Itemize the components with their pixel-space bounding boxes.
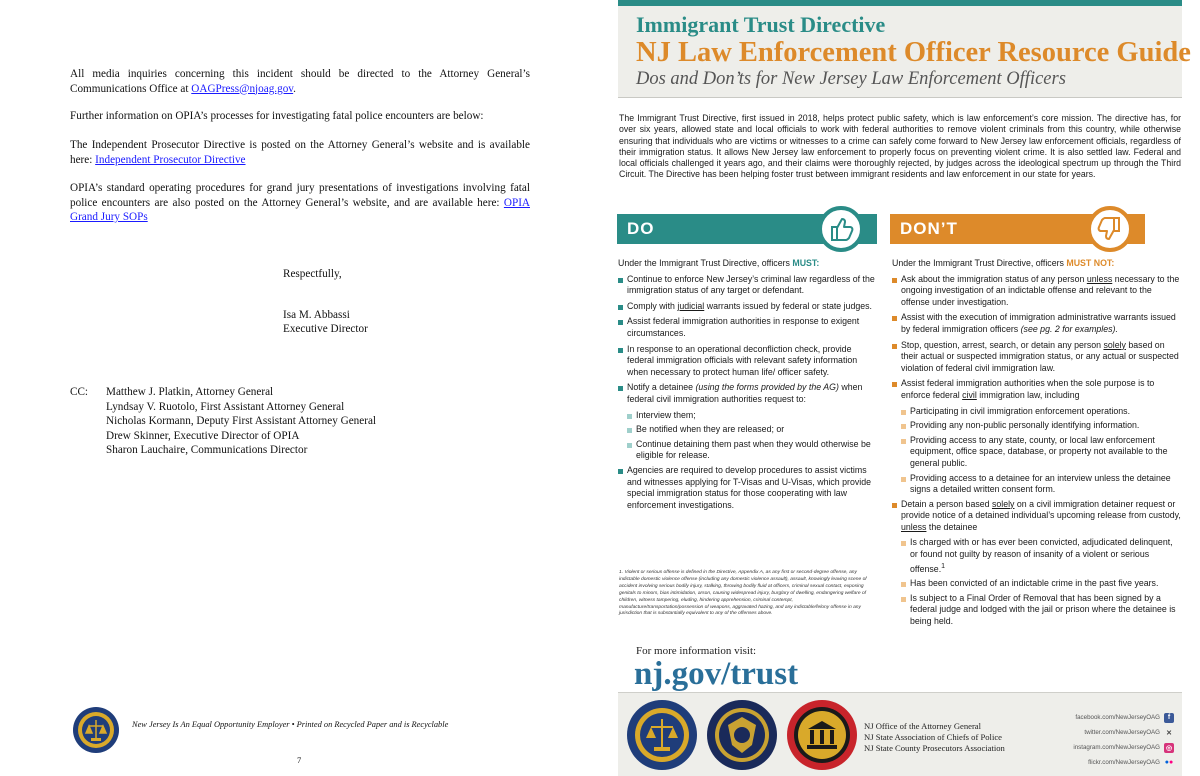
dont-item-emphasis: unless: [1086, 273, 1113, 284]
dont-item-emphasis: solely: [991, 498, 1015, 509]
do-item-text: warrants issued by federal or state judges.: [704, 300, 872, 311]
sop-text: OPIA’s standard operating procedures for grand jury presentations of investigations involving fatal police encounters are also posted on the Attorney General’s website, and are available here:: [70, 182, 530, 209]
dont-subitem: Providing access to a detainee for an interview unless the detainee signs a detailed written consent form.: [892, 473, 1182, 496]
do-item: Agencies are required to develop procedures to assist victims and witnesses applying for T-Visas and U-Visas, which provide special immigration status for those cooperating with law enforcement investigations.: [618, 465, 880, 511]
do-item-emphasis: judicial: [677, 300, 705, 311]
thumbs-up-icon: [818, 206, 864, 252]
org-name: NJ Office of the Attorney General: [864, 721, 982, 731]
dont-intro-text: Under the Immigrant Trust Directive, officers: [892, 258, 1067, 268]
thumbs-down-icon: [1087, 206, 1133, 252]
more-info-label: For more information visit:: [636, 645, 757, 657]
dont-item: [892, 378, 1182, 401]
signer-title: Executive Director: [283, 323, 368, 335]
independent-prosecutor-directive-link[interactable]: Independent Prosecutor Directive: [95, 153, 246, 166]
dont-item-emphasis: (see pg. 2 for examples).: [1020, 323, 1118, 334]
dont-item-text: Ask about the immigration status of any person: [901, 273, 1087, 284]
further-info-text: Further information on OPIA’s processes for investigating fatal police encounters are below:: [70, 110, 484, 122]
cc-recipient: Sharon Lauchaire, Communications Director: [106, 444, 308, 456]
dont-intro: [892, 258, 1182, 270]
header-accent-bar: [618, 0, 1182, 6]
closing: Respectfully,: [283, 268, 342, 280]
dont-subitem: Has been convicted of an indictable crime in the past five years.: [892, 578, 1182, 590]
do-subitem: Be notified when they are released; or: [618, 424, 880, 436]
dont-label: DON’T: [900, 219, 958, 238]
media-inquiries-paragraph: [70, 67, 530, 96]
cc-label: CC:: [70, 386, 89, 398]
instagram-icon: ◎: [1165, 744, 1173, 752]
trust-url-link[interactable]: nj.gov/trust: [634, 656, 799, 692]
attorney-general-seal-icon: [626, 699, 698, 771]
dont-subitem: Participating in civil immigration enforcement operations.: [892, 406, 1182, 418]
social-link-text: flickr.com/NewJerseyOAG: [1088, 759, 1160, 766]
resource-guide-page: [600, 0, 1200, 776]
social-link-text: twitter.com/NewJerseyOAG: [1084, 729, 1160, 736]
dont-item: [892, 499, 1182, 534]
guide-footer: [618, 692, 1182, 776]
prosecutors-association-seal-icon: [786, 699, 858, 771]
dont-subitem: Providing any non-public personally identifying information.: [892, 420, 1182, 432]
dont-subitem: Is subject to a Final Order of Removal that has been signed by a federal judge and lodged with the jail or prison where the detainee is being held.: [892, 593, 1182, 628]
must-label: MUST:: [792, 258, 820, 268]
partner-organizations: [864, 721, 1005, 754]
do-item-text: when federal civil immigration authorities request to:: [627, 382, 863, 404]
social-link-text: instagram.com/NewJerseyOAG: [1073, 744, 1160, 751]
do-item: Continue to enforce New Jersey’s criminal law regardless of the immigration status of any target or defendant.: [618, 274, 880, 297]
social-links: [1073, 710, 1174, 770]
do-item: [618, 301, 880, 313]
media-after: .: [293, 82, 296, 95]
dont-item: [892, 274, 1182, 309]
dont-item-text: Detain a person based: [901, 498, 992, 509]
guide-tagline: Dos and Don’ts for New Jersey Law Enforcement Officers: [636, 69, 1066, 89]
cc-recipient: Drew Skinner, Executive Director of OPIA: [106, 429, 300, 442]
independent-prosecutor-paragraph: [70, 138, 530, 167]
do-list: [618, 258, 880, 515]
dont-item-emphasis: unless: [901, 521, 927, 532]
cc-recipient: Nicholas Kormann, Deputy First Assistant Attorney General: [106, 415, 377, 427]
dont-item-text: Assist with the execution of immigration administrative warrants issued by federal immigration officers: [901, 312, 1176, 334]
footnote: 1. Violent or serious offense is defined in the Directive, Appendix A, as any first or second-degree offense, any indictable domestic violence offense (including any domestic violence assault), assault, knowingly leaving scene of accident involving serious bodily injury, stalking, throwing bodily fluid at officers, criminal sexual contact, exposing genitals to minors, bias intimidation, arson, causing widespread injury, burglary of dwelling, endangering welfare of children, witness tampering, eluding, hindering apprehension, criminal contempt, manufacture/transportation/possession of weapons, aggravated hazing, and any indictable/felony offense in any jurisdiction that is substantially equivalent to any of the offenses above.: [619, 570, 867, 617]
cc-recipient: Lyndsay V. Ruotolo, First Assistant Attorney General: [106, 400, 345, 413]
guide-header: [618, 0, 1191, 98]
facebook-icon: f: [1164, 713, 1174, 723]
opia-sop-paragraph: [70, 181, 530, 225]
press-email-link[interactable]: OAGPress@njoag.gov: [191, 82, 294, 95]
do-item-text: Comply with: [627, 300, 678, 311]
do-item-emphasis: (using the forms provided by the AG): [695, 382, 839, 393]
opia-grand-jury-sops-link[interactable]: OPIA Grand Jury SOPs: [70, 196, 530, 223]
do-intro-text: Under the Immigrant Trust Directive, officers: [618, 258, 793, 268]
ipd-text: The Independent Prosecutor Directive is posted on the Attorney General’s website and is available here:: [70, 139, 530, 166]
dont-item-text: Assist federal immigration authorities when the sole purpose is to enforce federal: [901, 378, 1155, 400]
social-link-text: facebook.com/NewJerseyOAG: [1075, 714, 1160, 721]
do-item: Assist federal immigration authorities in response to exigent circumstances.: [618, 316, 880, 339]
dont-subitem: Providing access to any state, county, or local law enforcement equipment, office space, database, or property not available to the general public.: [892, 435, 1182, 470]
dont-item-text: Stop, question, arrest, search, or detain any person: [901, 339, 1104, 350]
x-twitter-icon: ✕: [1166, 729, 1172, 737]
guide-title: Immigrant Trust Directive: [636, 12, 886, 37]
page-number: 7: [297, 755, 302, 765]
dont-item-text: based on their actual or suspected immigration status, or any actual or suspected violation of federal civil immigration law.: [901, 339, 1179, 373]
must-not-label: MUST NOT:: [1066, 258, 1115, 268]
dont-item: [892, 312, 1182, 335]
dont-item-text: the detainee: [926, 521, 978, 532]
dont-subitem-text: Is charged with or has ever been convicted, adjudicated delinquent, or found not guilty by reason of insanity of a violent or serious offense.: [910, 537, 1173, 574]
signer-name: Isa M. Abbassi: [283, 309, 350, 321]
dont-subitem: [892, 537, 1182, 575]
dont-item-emphasis: civil: [962, 389, 977, 400]
do-intro: [618, 258, 880, 270]
do-item: In response to an operational deconfliction check, provide federal immigration officials with relevant safety information when necessary to protect human life/ officer safety.: [618, 344, 880, 379]
do-label: DO: [627, 219, 655, 238]
do-subitem: Interview them;: [618, 410, 880, 422]
dont-item-text: immigration law, including: [976, 389, 1080, 400]
dont-item: [892, 340, 1182, 375]
dont-list: [892, 258, 1182, 631]
cc-recipient: Matthew J. Platkin, Attorney General: [106, 386, 274, 398]
further-info-paragraph: [70, 109, 530, 124]
social-link-instagram[interactable]: [1073, 740, 1174, 755]
chiefs-of-police-seal-icon: [706, 699, 778, 771]
do-item: [618, 382, 880, 405]
header-divider: [618, 97, 1182, 98]
footnote-marker: 1: [941, 562, 946, 570]
dont-item-text: necessary to the ongoing investigation of an indictable offense and relevant to the offense under investigation.: [901, 273, 1180, 307]
social-link-facebook[interactable]: [1073, 710, 1174, 725]
flickr-icon: ● ●: [1164, 759, 1174, 766]
do-item-text: Notify a detainee: [627, 382, 696, 393]
do-subitem: Continue detaining them past when they would otherwise be eligible for release.: [618, 439, 880, 462]
social-link-twitter[interactable]: [1073, 725, 1174, 740]
dont-item-emphasis: solely: [1103, 339, 1126, 350]
equal-opportunity-footer: New Jersey Is An Equal Opportunity Employer • Printed on Recycled Paper and is Recyclable: [132, 720, 449, 729]
media-text: All media inquiries concerning this incident should be directed to the Attorney General’s Communications Office at: [70, 68, 530, 95]
org-name: NJ State County Prosecutors Association: [864, 743, 1005, 753]
guide-subtitle: NJ Law Enforcement Officer Resource Guide: [636, 37, 1191, 68]
org-name: NJ State Association of Chiefs of Police: [864, 732, 1002, 742]
intro-paragraph: The Immigrant Trust Directive, first issued in 2018, helps protect public safety, which is law enforcement’s core mission. The directive has, for over six years, allowed state and local officials to work with federal authorities to remove violent criminals from this country, while otherwise ensuring that individuals who are victims or witnesses to a crime can safely come forward to New Jersey law enforcement officials, regardless of their immigration status. It allows New Jersey law enforcement to properly focus on preventing violent crime. It is also settled law. Federal and local officials challenged it years ago, and their claims were thoroughly rejected, by judges across the ideological spectrum up through the Third Circuit. The Directive has been helping foster trust between immigrant residents and law enforcement in our state for years.: [619, 113, 1181, 180]
social-link-flickr[interactable]: [1073, 755, 1174, 770]
attorney-general-seal-icon: [72, 706, 120, 754]
dont-item-text: on a civil immigration detainer request or provide notice of a detained individual’s upcoming release from custody,: [901, 498, 1181, 521]
